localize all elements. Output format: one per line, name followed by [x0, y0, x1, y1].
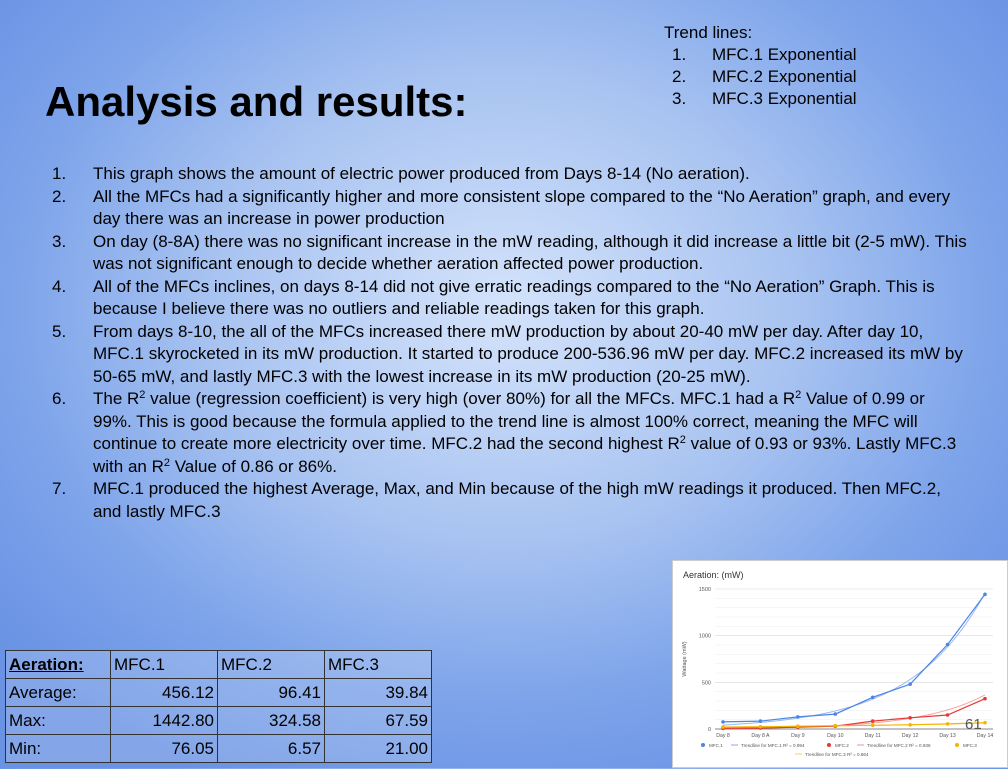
table-row-label: Average:: [6, 679, 111, 707]
analysis-points: [52, 163, 967, 523]
y-tick-label: 500: [701, 680, 711, 687]
data-point: [796, 715, 800, 719]
x-tick-label: Day 8 A: [751, 733, 770, 739]
table-row: [6, 679, 432, 707]
data-point: [759, 719, 763, 723]
data-point: [721, 725, 725, 729]
legend-label: MFC.2: [835, 743, 849, 748]
trend-lines-list: [664, 44, 857, 110]
table-row-label: Max:: [6, 707, 111, 735]
x-tick-label: Day 9: [791, 733, 805, 739]
legend-label: Trendline for MFC.2 R² = 0.936: [867, 743, 931, 748]
legend-label: Trendline for MFC.1 R² = 0.994: [741, 743, 805, 748]
table-row: [6, 735, 432, 763]
table-header-row: [6, 651, 432, 679]
legend-label: Trendline for MFC.3 R² = 0.864: [805, 752, 869, 757]
y-axis-label: Wattage (mW): [682, 641, 688, 677]
legend-label: MFC.3: [963, 743, 977, 748]
y-tick-label: 0: [707, 727, 711, 733]
data-point: [908, 716, 912, 720]
y-tick-label: 1500: [698, 587, 711, 593]
legend-marker: [827, 743, 831, 747]
table-cell: 96.41: [218, 679, 325, 707]
chart-canvas: [673, 561, 1008, 769]
analysis-point: 3. On day (8-8A) there was no significant increase in the mW reading, although it did increase a little bit (2-5 mW). This was not significant enough to decide whether aeration affected power production.: [52, 231, 967, 273]
legend-marker: [701, 743, 705, 747]
table-cell: 67.59: [325, 707, 432, 735]
x-tick-label: Day 13: [939, 733, 956, 739]
data-point: [721, 720, 725, 724]
data-point: [871, 723, 875, 727]
data-point: [983, 721, 987, 725]
analysis-point: 5. From days 8-10, the all of the MFCs increased there mW production by about 20-40 mW per day. After day 10, MFC.1 skyrocketed in its mW production. It started to produce 200-536.96 mW per day. MFC.2 increased its mW by 50-65 mW, and lastly MFC.3 with the lowest increase in its mW production (20-25 mW).: [52, 321, 963, 386]
trend-lines-box: [664, 22, 857, 110]
data-point: [833, 712, 837, 716]
data-point: [871, 695, 875, 699]
series-line: [723, 594, 985, 722]
trend-line-item: 1. MFC.1 Exponential: [672, 45, 857, 64]
data-point: [908, 682, 912, 686]
legend-marker: [955, 743, 959, 747]
data-point: [833, 724, 837, 728]
analysis-point: 1. This graph shows the amount of electric power produced from Days 8-14 (No aeration).: [52, 164, 750, 183]
data-point: [983, 593, 987, 597]
table-header-cell: MFC.1: [111, 651, 218, 679]
data-point: [983, 697, 987, 701]
table-cell: 324.58: [218, 707, 325, 735]
x-tick-label: Day 12: [901, 733, 919, 739]
data-point: [871, 719, 875, 723]
table-cell: 76.05: [111, 735, 218, 763]
table-row-label: Min:: [6, 735, 111, 763]
table-header-cell: Aeration:: [6, 651, 111, 679]
table-header-cell: MFC.2: [218, 651, 325, 679]
table-cell: 21.00: [325, 735, 432, 763]
trend-line-item: 2. MFC.2 Exponential: [672, 67, 857, 86]
chart-title: Aeration: (mW): [683, 570, 744, 580]
trend-lines-heading: Trend lines:: [664, 23, 753, 42]
table-header-cell: MFC.3: [325, 651, 432, 679]
results-table: [5, 650, 432, 763]
aeration-chart: [672, 560, 1008, 768]
table-cell: 6.57: [218, 735, 325, 763]
legend-label: MFC.1: [709, 743, 723, 748]
analysis-point: 4. All of the MFCs inclines, on days 8-14 did not give erratic readings compared to the “No Aeration” Graph. This is because I believe there was no outliers and reliable readings taken for this graph.: [52, 276, 935, 318]
slide-title: Analysis and results:: [45, 78, 468, 125]
data-point: [946, 713, 950, 717]
analysis-list: [52, 163, 967, 523]
data-point: [796, 724, 800, 728]
x-tick-label: Day 10: [827, 733, 844, 739]
data-point: [946, 643, 950, 647]
data-point: [946, 722, 950, 726]
analysis-point: 6. The $R^2$ value (regression coefficient) is very high (over 80%) for all the MFCs. MFC.1 had a $R^2$ Value of 0.99 or 99%. This is good because the formula applied to the trend line is almost 100% correct, meaning the MFC will continue to create more electricity over time. MFC.2 had the second highest $R^2$ value of 0.93 or 93%. Lastly MFC.3 with an $R^2$ Value of 0.86 or 86%.: [52, 389, 957, 476]
analysis-point: 2. All the MFCs had a significantly higher and more consistent slope compared to the “No Aeration” graph, and every day there was an increase in power production: [52, 186, 951, 228]
y-tick-label: 1000: [698, 633, 711, 640]
table-cell: 39.84: [325, 679, 432, 707]
page-number: 61: [965, 716, 982, 733]
table-row: [6, 707, 432, 735]
data-point: [759, 725, 763, 729]
trend-line-item: 3. MFC.3 Exponential: [672, 89, 857, 108]
x-tick-label: Day 14: [976, 733, 994, 739]
analysis-point: 7. MFC.1 produced the highest Average, Max, and Min because of the high mW readings it produced. Then MFC.2, and lastly MFC.3: [52, 479, 941, 521]
x-tick-label: Day 8: [716, 733, 730, 739]
table-cell: 456.12: [111, 679, 218, 707]
data-point: [908, 723, 912, 727]
table-cell: 1442.80: [111, 707, 218, 735]
x-tick-label: Day 11: [864, 733, 881, 739]
